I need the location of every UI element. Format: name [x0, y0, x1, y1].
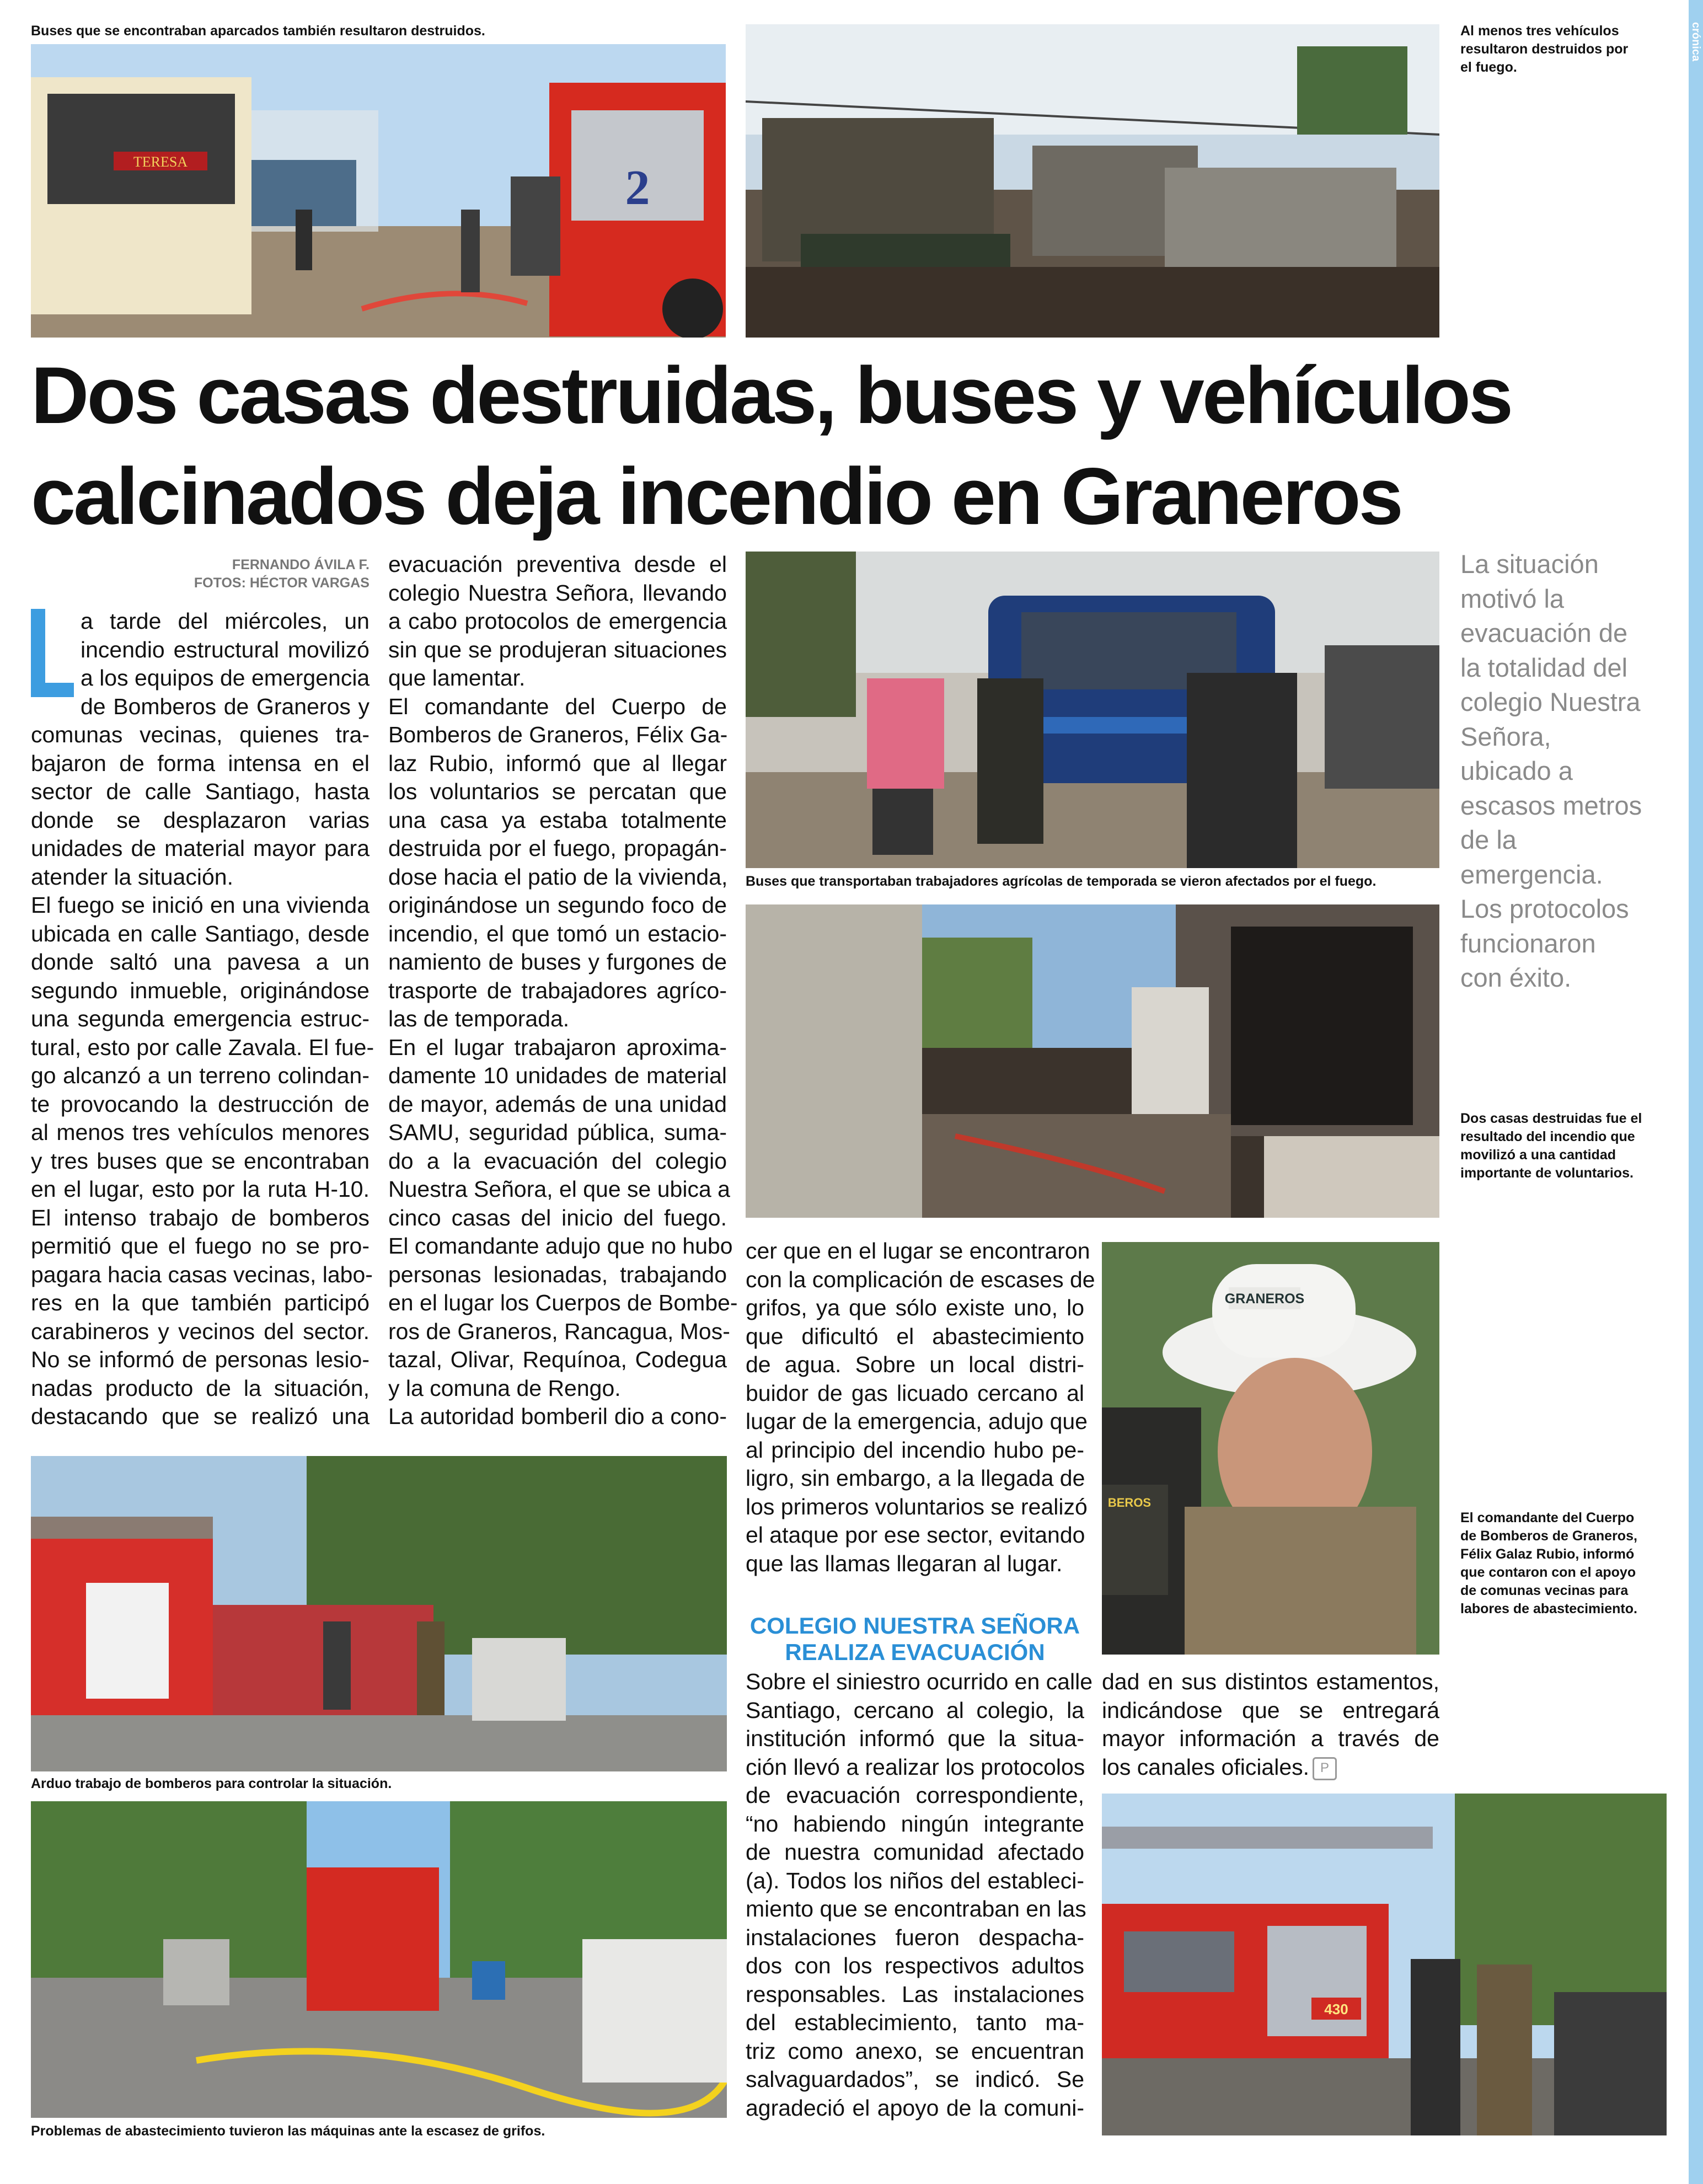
article-column-3b	[746, 1668, 1093, 2122]
col3a-line: lugar de la emergencia, adujo que	[746, 1409, 1088, 1434]
caption-workers-buses: Buses que transportaban trabajadores agrícolas de temporada se vieron afectados por el fuego.	[746, 874, 1377, 889]
col1-line: y tres buses que se encontraban	[31, 1148, 369, 1174]
col3b-line: de evacuación correspondiente,	[746, 1782, 1084, 1808]
photo-truck-430	[1102, 1794, 1667, 2135]
col1-line: atender la situación.	[31, 864, 233, 890]
col3b-line: agradeció el apoyo de la comuni-	[746, 2095, 1084, 2121]
helmet-label-text: GRANEROS	[1224, 1291, 1305, 1307]
caption-commander: El comandante del Cuerpo de Bomberos de Graneros, Félix Galaz Rubio, informó que contaron con el apoyo de comunas vecinas para labores de abastecimiento.	[1460, 1510, 1637, 1616]
photo-buses-parked	[31, 44, 726, 338]
col2-line: que lamentar.	[388, 665, 526, 690]
photo-destroyed-house	[746, 904, 1439, 1218]
byline-author: FERNANDO ÁVILA F.	[232, 557, 369, 572]
col4-line: dad en sus distintos estamentos,	[1102, 1669, 1439, 1694]
col2-line: Bomberos de Graneros, Félix Ga-	[388, 722, 728, 747]
col3b-line: Sobre el siniestro ocurrido en calle	[746, 1669, 1093, 1694]
col2-line: los voluntarios se percatan que	[388, 779, 727, 804]
col1-line: No se informó de personas lesio-	[31, 1347, 369, 1372]
col1-line: tural, esto por calle Zavala. El fue-	[31, 1034, 374, 1060]
col1-line: pagara hacia casas vecinas, labo-	[31, 1261, 373, 1287]
col1-line: sector de calle Santiago, hasta	[31, 779, 369, 804]
subheading-line-1: COLEGIO NUESTRA SEÑORA	[749, 1613, 1080, 1639]
photo-commander	[1102, 1242, 1439, 1655]
caption-supply-problems: Problemas de abastecimiento tuvieron las máquinas ante la escasez de grifos.	[31, 2123, 545, 2139]
photo-burned-vehicles	[746, 24, 1439, 338]
col1-line: de Bomberos de Graneros y	[81, 693, 369, 719]
col1-line: al menos tres vehículos menores	[31, 1120, 369, 1145]
col1-line: una segunda emergencia estruc-	[31, 1006, 369, 1031]
col4-line: indicándose que se entregará	[1102, 1697, 1439, 1723]
col2-line: damente 10 unidades de material	[388, 1063, 727, 1088]
col3a-line: los primeros voluntarios se realizó	[746, 1494, 1088, 1519]
col3a-line: con la complicación de escases de	[746, 1266, 1095, 1292]
col3b-line: del establecimiento, tanto ma-	[746, 2010, 1084, 2035]
headline-line-2: calcinados deja incendio en Graneros	[31, 451, 1401, 541]
article-column-3a	[746, 1237, 1095, 1578]
col2-line: laz Rubio, informó que al llegar	[388, 750, 727, 776]
col2-line: dose hacia el patio de la vivienda,	[388, 864, 728, 890]
col3b-line: miento que se encontraban en las	[746, 1896, 1086, 1921]
col3b-line: dos con los respectivos adultos	[746, 1953, 1084, 1978]
col3b-line: instalaciones fueron despacha-	[746, 1924, 1084, 1950]
col3a-line: el ataque por ese sector, evitando	[746, 1522, 1085, 1548]
col3a-line: grifos, ya que sólo existe uno, lo	[746, 1295, 1084, 1320]
col1-line: unidades de material mayor para	[31, 836, 369, 861]
photo-street-fire-truck	[31, 1801, 727, 2118]
col2-line: incendio, el que tomó un estacio-	[388, 920, 727, 946]
col2-line: y la comuna de Rengo.	[388, 1375, 621, 1401]
col1-line: destacando que se realizó una	[31, 1404, 369, 1429]
col2-line: en el lugar los Cuerpos de Bombe-	[388, 1290, 738, 1315]
col3b-line: responsables. Las instalaciones	[746, 1981, 1084, 2007]
col3b-line: institución informó que la situa-	[746, 1726, 1084, 1751]
pull-quote: La situación motivó la evacuación de la totalidad del colegio Nuestra Señora, ubicado a escasos metros de la emergencia. Los protocolos funcionaron con éxito.	[1460, 549, 1642, 992]
col2-line: personas lesionadas, trabajando	[388, 1261, 727, 1287]
col1-line: donde saltó una pavesa a un	[31, 949, 369, 975]
col3b-line: (a). Todos los niños del estableci-	[746, 1867, 1084, 1893]
col1-line: a tarde del miércoles, un	[81, 608, 369, 634]
col3b-line: “no habiendo ningún integrante	[746, 1811, 1084, 1837]
col2-line: SAMU, seguridad pública, suma-	[388, 1120, 727, 1145]
col1-line: bajaron de forma intensa en el	[31, 750, 369, 776]
subheading	[746, 1613, 1084, 1666]
col2-line: evacuación preventiva desde el	[388, 552, 727, 577]
caption-three-vehicles: Al menos tres vehículos resultaron destruidos por el fuego.	[1460, 23, 1629, 75]
section-edge-bar	[1689, 0, 1703, 2184]
col2-line: colegio Nuestra Señora, llevando	[388, 580, 727, 606]
end-of-article-icon: P	[1313, 1757, 1337, 1780]
col1-line: permitió que el fuego no se pro-	[31, 1233, 369, 1259]
col3b-line: Santiago, cercano al colegio, la	[746, 1697, 1084, 1723]
col2-line: trasporte de trabajadores agríco-	[388, 977, 727, 1003]
col2-line: destruida por el fuego, propagán-	[388, 836, 727, 861]
col2-line: El comandante adujo que no hubo	[388, 1233, 733, 1259]
col2-line: sin que se produjeran situaciones	[388, 636, 727, 662]
col2-line: las de temporada.	[388, 1006, 570, 1031]
byline	[31, 556, 369, 592]
col1-line: comunas vecinas, quienes tra-	[31, 722, 369, 747]
col3a-line: ligro, sin embargo, a la llegada de	[746, 1465, 1085, 1491]
caption-buses-parked: Buses que se encontraban aparcados también resultaron destruidos.	[31, 23, 485, 39]
bus-sign-text: TERESA	[133, 154, 188, 170]
col4-line: los canales oficiales.	[1102, 1754, 1310, 1780]
col1-line: en el lugar, esto por la ruta H-10.	[31, 1176, 369, 1202]
col2-line: de mayor, además de una unidad	[388, 1091, 727, 1117]
article-column-4	[1102, 1668, 1439, 1781]
col1-line: nadas producto de la situación,	[31, 1375, 369, 1401]
article-column-1	[31, 607, 374, 1431]
byline-photos: FOTOS: HÉCTOR VARGAS	[194, 575, 369, 591]
photo-red-house	[31, 1456, 727, 1771]
col1-line: ubicada en calle Santiago, desde	[31, 920, 369, 946]
col2-line: una casa ya estaba totalmente	[388, 807, 727, 833]
col3a-line: que las llamas llegaran al lugar.	[746, 1550, 1063, 1576]
col1-line: a los equipos de emergencia	[81, 665, 370, 690]
col3b-line: ción llevó a realizar los protocolos	[746, 1754, 1085, 1780]
col3a-line: de agua. Sobre un local distri-	[746, 1352, 1084, 1377]
col1-line: res en la que también participó	[31, 1290, 369, 1315]
headline	[31, 345, 1512, 547]
col3b-line: de nuestra comunidad afectado	[746, 1839, 1084, 1865]
col1-line: go alcanzó a un terreno colindan-	[31, 1063, 369, 1088]
col2-line: El comandante del Cuerpo de	[388, 693, 727, 719]
col3b-line: salvaguardados”, se indicó. Se	[746, 2067, 1084, 2092]
photo-firefighters-buses	[746, 552, 1439, 868]
col2-line: namiento de buses y furgones de	[388, 949, 727, 975]
col1-line: El fuego se inició en una vivienda	[31, 892, 369, 918]
col3a-line: buidor de gas licuado cercano al	[746, 1380, 1084, 1406]
col2-line: ros de Graneros, Rancagua, Mos-	[388, 1318, 730, 1344]
caption-two-houses: Dos casas destruidas fue el resultado del incendio que movilizó a una cantidad importante de voluntarios.	[1460, 1111, 1642, 1181]
col2-line: cinco casas del inicio del fuego.	[388, 1205, 727, 1230]
col2-line: En el lugar trabajaron aproxima-	[388, 1034, 727, 1060]
truck-number-text: 430	[1324, 2001, 1348, 2017]
col3a-line: al principio del incendio hubo pe-	[746, 1437, 1084, 1463]
section-edge-label: crónica	[1690, 22, 1702, 62]
col3b-line: triz como anexo, se encuentran	[746, 2038, 1084, 2064]
col2-line: do a la evacuación del colegio	[388, 1148, 727, 1174]
col1-line: incendio estructural movilizó	[81, 636, 369, 662]
subheading-line-2: REALIZA EVACUACIÓN	[785, 1639, 1045, 1665]
col3a-line: que dificultó el abastecimiento	[746, 1323, 1084, 1349]
vest-label-text: BEROS	[1107, 1496, 1152, 1509]
col1-line: El intenso trabajo de bomberos	[31, 1205, 369, 1230]
col1-line: carabineros y vecinos del sector.	[31, 1318, 369, 1344]
col2-line: originándose un segundo foco de	[388, 892, 727, 918]
col2-line: La autoridad bomberil dio a cono-	[388, 1404, 727, 1429]
col2-line: tazal, Olivar, Requínoa, Codegua	[388, 1347, 727, 1372]
col4-line: mayor información a través de	[1102, 1726, 1439, 1751]
col1-line: te provocando la destrucción de	[31, 1091, 369, 1117]
engine-number-text: 2	[625, 160, 650, 215]
col2-line: a cabo protocolos de emergencia	[388, 608, 727, 634]
article-column-2	[388, 550, 738, 1431]
col1-line: segundo inmueble, originándose	[31, 977, 369, 1003]
col3a-line: cer que en el lugar se encontraron	[746, 1238, 1090, 1264]
headline-line-1: Dos casas destruidas, buses y vehículos	[31, 350, 1512, 440]
col2-line: Nuestra Señora, el que se ubica a	[388, 1176, 730, 1202]
col1-line: donde se desplazaron varias	[31, 807, 369, 833]
caption-arduous-work: Arduo trabajo de bomberos para controlar la situación.	[31, 1776, 392, 1791]
